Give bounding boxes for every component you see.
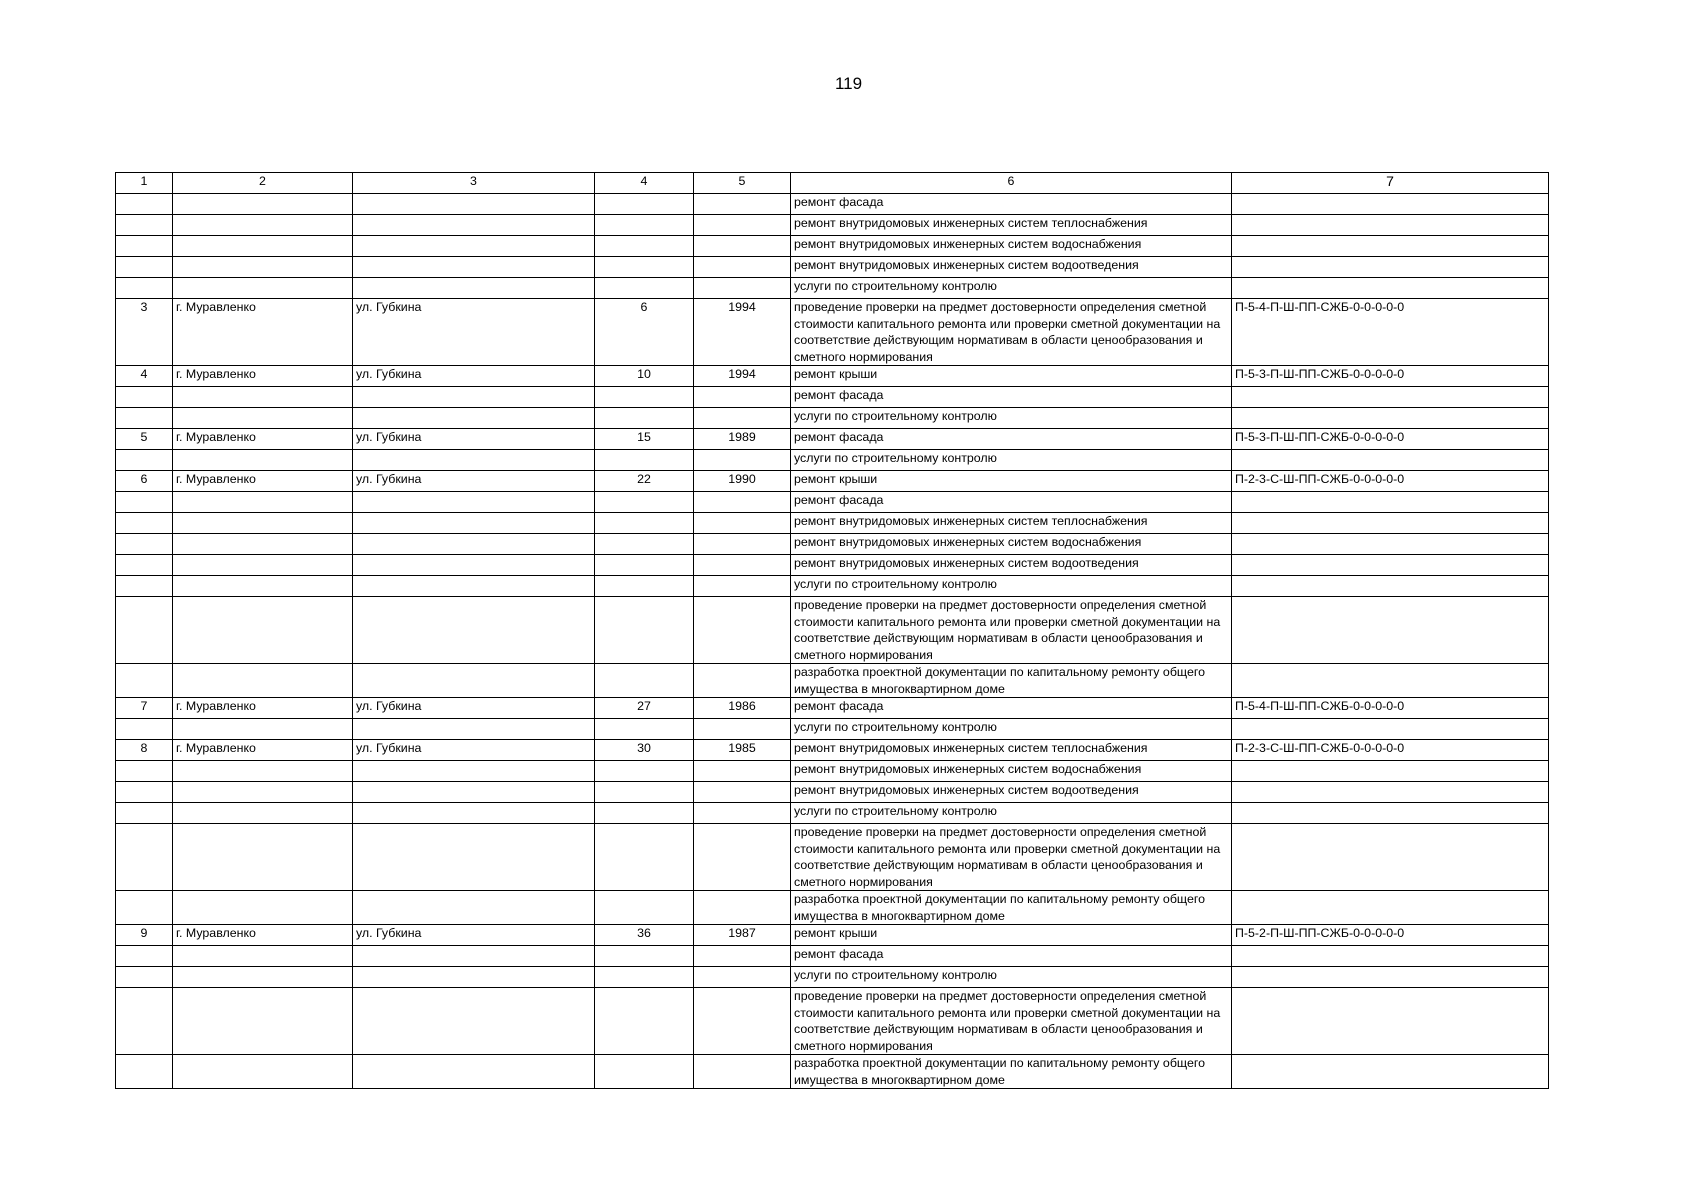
street-cell: ул. Губкина	[353, 698, 595, 719]
city-cell	[173, 761, 353, 782]
row-number-cell	[116, 891, 173, 925]
table-row	[116, 215, 1549, 236]
row-number-cell	[116, 194, 173, 215]
work-type-cell: ремонт фасада	[791, 492, 1232, 513]
work-type-cell: ремонт внутридомовых инженерных систем водоотведения	[791, 257, 1232, 278]
building-code-cell	[1232, 1055, 1549, 1089]
building-code-cell	[1232, 194, 1549, 215]
house-number-cell: 22	[595, 471, 694, 492]
street-cell	[353, 236, 595, 257]
work-type-cell: проведение проверки на предмет достоверности определения сметной стоимости капитального ремонта или проверки сметной документации на соответствие действующим нормативам в области ценообразования и сметного нормирования	[791, 597, 1232, 664]
building-code-cell: П-5-4-П-Ш-ПП-СЖБ-0-0-0-0-0	[1232, 299, 1549, 366]
row-number-cell	[116, 824, 173, 891]
house-number-cell	[595, 946, 694, 967]
row-number-cell: 5	[116, 429, 173, 450]
row-number-cell	[116, 761, 173, 782]
city-cell	[173, 257, 353, 278]
building-code-cell	[1232, 555, 1549, 576]
year-cell	[694, 492, 791, 513]
street-cell	[353, 576, 595, 597]
table-row	[116, 450, 1549, 471]
building-code-cell	[1232, 408, 1549, 429]
house-number-cell	[595, 576, 694, 597]
year-cell	[694, 664, 791, 698]
house-number-cell	[595, 988, 694, 1055]
street-cell	[353, 967, 595, 988]
table-row	[116, 257, 1549, 278]
city-cell	[173, 236, 353, 257]
row-number-cell	[116, 492, 173, 513]
building-code-cell	[1232, 236, 1549, 257]
table-row	[116, 967, 1549, 988]
repair-program-table	[115, 172, 1549, 1089]
city-cell	[173, 408, 353, 429]
building-code-cell	[1232, 803, 1549, 824]
house-number-cell: 6	[595, 299, 694, 366]
header-cell: 4	[595, 173, 694, 194]
city-cell: г. Муравленко	[173, 698, 353, 719]
city-cell	[173, 534, 353, 555]
work-type-cell: разработка проектной документации по капитальному ремонту общего имущества в многоквартирном доме	[791, 891, 1232, 925]
work-type-cell: ремонт внутридомовых инженерных систем водоснабжения	[791, 761, 1232, 782]
city-cell	[173, 719, 353, 740]
city-cell	[173, 513, 353, 534]
house-number-cell	[595, 513, 694, 534]
table-row	[116, 194, 1549, 215]
table-row	[116, 299, 1549, 366]
table-row	[116, 719, 1549, 740]
year-cell	[694, 450, 791, 471]
year-cell	[694, 719, 791, 740]
work-type-cell: услуги по строительному контролю	[791, 576, 1232, 597]
header-cell: 3	[353, 173, 595, 194]
table-row	[116, 698, 1549, 719]
building-code-cell	[1232, 824, 1549, 891]
street-cell	[353, 555, 595, 576]
row-number-cell	[116, 387, 173, 408]
house-number-cell	[595, 215, 694, 236]
city-cell	[173, 803, 353, 824]
street-cell	[353, 988, 595, 1055]
year-cell	[694, 215, 791, 236]
table-row	[116, 824, 1549, 891]
work-type-cell: ремонт фасада	[791, 698, 1232, 719]
city-cell	[173, 824, 353, 891]
house-number-cell	[595, 782, 694, 803]
work-type-cell: ремонт фасада	[791, 946, 1232, 967]
street-cell: ул. Губкина	[353, 366, 595, 387]
work-type-cell: ремонт внутридомовых инженерных систем теплоснабжения	[791, 215, 1232, 236]
row-number-cell: 8	[116, 740, 173, 761]
header-cell: 1	[116, 173, 173, 194]
city-cell: г. Муравленко	[173, 925, 353, 946]
house-number-cell: 15	[595, 429, 694, 450]
building-code-cell	[1232, 761, 1549, 782]
row-number-cell	[116, 719, 173, 740]
table-row	[116, 471, 1549, 492]
building-code-cell	[1232, 891, 1549, 925]
work-type-cell: разработка проектной документации по капитальному ремонту общего имущества в многоквартирном доме	[791, 1055, 1232, 1089]
building-code-cell	[1232, 967, 1549, 988]
city-cell	[173, 967, 353, 988]
city-cell	[173, 988, 353, 1055]
street-cell	[353, 824, 595, 891]
building-code-cell	[1232, 513, 1549, 534]
city-cell	[173, 576, 353, 597]
year-cell	[694, 946, 791, 967]
table-row	[116, 761, 1549, 782]
house-number-cell	[595, 236, 694, 257]
page-number: 119	[834, 74, 863, 93]
row-number-cell	[116, 534, 173, 555]
street-cell	[353, 719, 595, 740]
table-row	[116, 740, 1549, 761]
table-row	[116, 1055, 1549, 1089]
year-cell: 1994	[694, 299, 791, 366]
street-cell	[353, 194, 595, 215]
year-cell	[694, 576, 791, 597]
table-header-row	[116, 173, 1549, 194]
city-cell	[173, 492, 353, 513]
year-cell	[694, 891, 791, 925]
header-cell: 7	[1232, 173, 1549, 194]
city-cell	[173, 597, 353, 664]
row-number-cell	[116, 946, 173, 967]
city-cell: г. Муравленко	[173, 740, 353, 761]
table-row	[116, 408, 1549, 429]
row-number-cell: 7	[116, 698, 173, 719]
street-cell	[353, 946, 595, 967]
year-cell	[694, 761, 791, 782]
row-number-cell: 6	[116, 471, 173, 492]
year-cell	[694, 555, 791, 576]
city-cell	[173, 215, 353, 236]
table-row	[116, 429, 1549, 450]
row-number-cell	[116, 555, 173, 576]
year-cell: 1987	[694, 925, 791, 946]
work-type-cell: ремонт внутридомовых инженерных систем теплоснабжения	[791, 740, 1232, 761]
house-number-cell	[595, 761, 694, 782]
street-cell: ул. Губкина	[353, 429, 595, 450]
table-row	[116, 576, 1549, 597]
house-number-cell	[595, 534, 694, 555]
building-code-cell	[1232, 278, 1549, 299]
street-cell: ул. Губкина	[353, 925, 595, 946]
table-row	[116, 782, 1549, 803]
table-row	[116, 891, 1549, 925]
table-row	[116, 664, 1549, 698]
city-cell	[173, 387, 353, 408]
work-type-cell: ремонт крыши	[791, 366, 1232, 387]
building-code-cell: П-2-3-С-Ш-ПП-СЖБ-0-0-0-0-0	[1232, 471, 1549, 492]
row-number-cell: 4	[116, 366, 173, 387]
building-code-cell	[1232, 719, 1549, 740]
work-type-cell: услуги по строительному контролю	[791, 803, 1232, 824]
work-type-cell: ремонт фасада	[791, 194, 1232, 215]
year-cell	[694, 387, 791, 408]
street-cell	[353, 387, 595, 408]
year-cell	[694, 513, 791, 534]
work-type-cell: услуги по строительному контролю	[791, 450, 1232, 471]
table-row	[116, 988, 1549, 1055]
house-number-cell	[595, 967, 694, 988]
year-cell	[694, 194, 791, 215]
row-number-cell	[116, 1055, 173, 1089]
street-cell	[353, 492, 595, 513]
building-code-cell	[1232, 215, 1549, 236]
table-row	[116, 492, 1549, 513]
work-type-cell: проведение проверки на предмет достоверности определения сметной стоимости капитального ремонта или проверки сметной документации на соответствие действующим нормативам в области ценообразования и сметного нормирования	[791, 988, 1232, 1055]
table-row	[116, 387, 1549, 408]
street-cell	[353, 1055, 595, 1089]
building-code-cell	[1232, 597, 1549, 664]
year-cell	[694, 988, 791, 1055]
building-code-cell: П-5-4-П-Ш-ПП-СЖБ-0-0-0-0-0	[1232, 698, 1549, 719]
building-code-cell	[1232, 492, 1549, 513]
house-number-cell	[595, 719, 694, 740]
table-row	[116, 366, 1549, 387]
row-number-cell	[116, 967, 173, 988]
city-cell	[173, 664, 353, 698]
year-cell	[694, 1055, 791, 1089]
house-number-cell	[595, 803, 694, 824]
city-cell	[173, 194, 353, 215]
city-cell	[173, 278, 353, 299]
city-cell	[173, 891, 353, 925]
year-cell	[694, 257, 791, 278]
row-number-cell	[116, 782, 173, 803]
work-type-cell: ремонт внутридомовых инженерных систем водоснабжения	[791, 236, 1232, 257]
house-number-cell: 10	[595, 366, 694, 387]
street-cell	[353, 803, 595, 824]
table-row	[116, 946, 1549, 967]
street-cell	[353, 513, 595, 534]
street-cell	[353, 408, 595, 429]
house-number-cell: 36	[595, 925, 694, 946]
city-cell: г. Муравленко	[173, 471, 353, 492]
year-cell: 1986	[694, 698, 791, 719]
work-type-cell: ремонт внутридомовых инженерных систем водоотведения	[791, 782, 1232, 803]
year-cell	[694, 534, 791, 555]
house-number-cell	[595, 387, 694, 408]
city-cell: г. Муравленко	[173, 366, 353, 387]
work-type-cell: ремонт внутридомовых инженерных систем водоснабжения	[791, 534, 1232, 555]
row-number-cell	[116, 597, 173, 664]
year-cell	[694, 967, 791, 988]
street-cell	[353, 278, 595, 299]
work-type-cell: ремонт крыши	[791, 471, 1232, 492]
table-body	[116, 173, 1549, 1089]
row-number-cell	[116, 236, 173, 257]
row-number-cell	[116, 257, 173, 278]
street-cell: ул. Губкина	[353, 299, 595, 366]
street-cell	[353, 534, 595, 555]
work-type-cell: услуги по строительному контролю	[791, 408, 1232, 429]
table-row	[116, 236, 1549, 257]
work-type-cell: ремонт внутридомовых инженерных систем водоотведения	[791, 555, 1232, 576]
row-number-cell	[116, 215, 173, 236]
work-type-cell: ремонт фасада	[791, 387, 1232, 408]
street-cell	[353, 215, 595, 236]
city-cell	[173, 1055, 353, 1089]
work-type-cell: проведение проверки на предмет достоверности определения сметной стоимости капитального ремонта или проверки сметной документации на соответствие действующим нормативам в области ценообразования и сметного нормирования	[791, 824, 1232, 891]
street-cell	[353, 257, 595, 278]
building-code-cell	[1232, 450, 1549, 471]
row-number-cell	[116, 450, 173, 471]
building-code-cell	[1232, 534, 1549, 555]
year-cell: 1985	[694, 740, 791, 761]
row-number-cell	[116, 664, 173, 698]
city-cell	[173, 450, 353, 471]
house-number-cell	[595, 450, 694, 471]
work-type-cell: ремонт внутридомовых инженерных систем теплоснабжения	[791, 513, 1232, 534]
year-cell	[694, 597, 791, 664]
year-cell: 1989	[694, 429, 791, 450]
table-row	[116, 925, 1549, 946]
house-number-cell	[595, 1055, 694, 1089]
street-cell	[353, 891, 595, 925]
table-row	[116, 513, 1549, 534]
header-cell: 6	[791, 173, 1232, 194]
table-row	[116, 278, 1549, 299]
street-cell	[353, 664, 595, 698]
house-number-cell	[595, 891, 694, 925]
building-code-cell	[1232, 988, 1549, 1055]
building-code-cell	[1232, 257, 1549, 278]
street-cell	[353, 761, 595, 782]
city-cell: г. Муравленко	[173, 299, 353, 366]
house-number-cell: 27	[595, 698, 694, 719]
table-row	[116, 555, 1549, 576]
building-code-cell: П-2-3-С-Ш-ПП-СЖБ-0-0-0-0-0	[1232, 740, 1549, 761]
header-cell: 2	[173, 173, 353, 194]
house-number-cell	[595, 257, 694, 278]
row-number-cell	[116, 988, 173, 1055]
year-cell	[694, 803, 791, 824]
house-number-cell: 30	[595, 740, 694, 761]
work-type-cell: проведение проверки на предмет достоверности определения сметной стоимости капитального ремонта или проверки сметной документации на соответствие действующим нормативам в области ценообразования и сметного нормирования	[791, 299, 1232, 366]
city-cell	[173, 946, 353, 967]
year-cell	[694, 408, 791, 429]
row-number-cell: 9	[116, 925, 173, 946]
row-number-cell	[116, 513, 173, 534]
building-code-cell	[1232, 664, 1549, 698]
building-code-cell: П-5-3-П-Ш-ПП-СЖБ-0-0-0-0-0	[1232, 429, 1549, 450]
year-cell	[694, 782, 791, 803]
street-cell	[353, 450, 595, 471]
year-cell	[694, 278, 791, 299]
house-number-cell	[595, 597, 694, 664]
building-code-cell: П-5-2-П-Ш-ПП-СЖБ-0-0-0-0-0	[1232, 925, 1549, 946]
year-cell	[694, 236, 791, 257]
city-cell	[173, 782, 353, 803]
house-number-cell	[595, 492, 694, 513]
building-code-cell	[1232, 387, 1549, 408]
house-number-cell	[595, 278, 694, 299]
work-type-cell: услуги по строительному контролю	[791, 967, 1232, 988]
row-number-cell	[116, 803, 173, 824]
year-cell	[694, 824, 791, 891]
building-code-cell	[1232, 576, 1549, 597]
street-cell	[353, 597, 595, 664]
house-number-cell	[595, 194, 694, 215]
work-type-cell: разработка проектной документации по капитальному ремонту общего имущества в многоквартирном доме	[791, 664, 1232, 698]
street-cell	[353, 782, 595, 803]
building-code-cell: П-5-3-П-Ш-ПП-СЖБ-0-0-0-0-0	[1232, 366, 1549, 387]
city-cell	[173, 555, 353, 576]
building-code-cell	[1232, 946, 1549, 967]
row-number-cell: 3	[116, 299, 173, 366]
house-number-cell	[595, 824, 694, 891]
row-number-cell	[116, 278, 173, 299]
work-type-cell: ремонт крыши	[791, 925, 1232, 946]
table-row	[116, 803, 1549, 824]
table-row	[116, 534, 1549, 555]
building-code-cell	[1232, 782, 1549, 803]
header-cell: 5	[694, 173, 791, 194]
street-cell: ул. Губкина	[353, 740, 595, 761]
work-type-cell: услуги по строительному контролю	[791, 719, 1232, 740]
house-number-cell	[595, 555, 694, 576]
house-number-cell	[595, 408, 694, 429]
year-cell: 1990	[694, 471, 791, 492]
work-type-cell: услуги по строительному контролю	[791, 278, 1232, 299]
table-row	[116, 597, 1549, 664]
street-cell: ул. Губкина	[353, 471, 595, 492]
row-number-cell	[116, 408, 173, 429]
city-cell: г. Муравленко	[173, 429, 353, 450]
work-type-cell: ремонт фасада	[791, 429, 1232, 450]
house-number-cell	[595, 664, 694, 698]
year-cell: 1994	[694, 366, 791, 387]
row-number-cell	[116, 576, 173, 597]
